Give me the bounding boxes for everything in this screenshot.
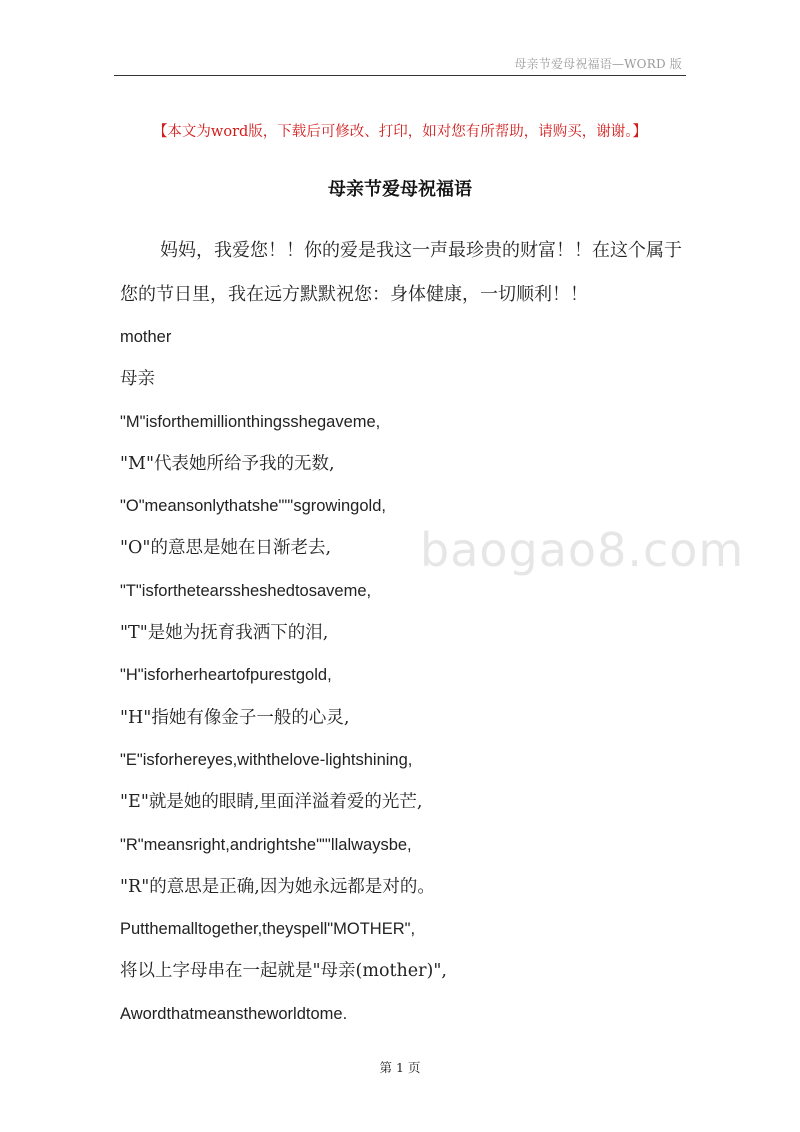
- header-divider: [114, 75, 686, 76]
- poem-line: "T"是她为抚育我洒下的泪,: [120, 623, 329, 644]
- page-number: 第 1 页: [379, 1060, 421, 1075]
- poem-line: 母亲: [120, 369, 155, 390]
- poem-line: 将以上字母串在一起就是"母亲(mother)",: [120, 961, 447, 982]
- running-header: 母亲节爱母祝福语—WORD 版: [514, 57, 682, 71]
- poem-line: "M"代表她所给予我的无数,: [120, 453, 335, 474]
- poem-lines: [120, 316, 447, 1035]
- poem-line: "H"指她有像金子一般的心灵,: [120, 707, 350, 728]
- poem-line: "H"isforherheartofpurestgold,: [120, 666, 332, 685]
- poem-line: mother: [120, 328, 172, 346]
- poem-line: Awordthatmeanstheworldtome.: [120, 1004, 348, 1023]
- document-title: 母亲节爱母祝福语: [328, 179, 472, 200]
- poem-line: "O"meansonlythatshe""'sgrowingold,: [120, 497, 386, 516]
- poem-line: "T"isforthetearssheshedtosaveme,: [120, 581, 372, 600]
- poem-line: "R"meansright,andrightshe""'llalwaysbe,: [120, 835, 412, 854]
- poem-line: Putthemalltogether,theyspell"MOTHER",: [120, 920, 416, 939]
- purchase-notice: 【本文为word版，下载后可修改、打印，如对您有所帮助，请购买，谢谢。】: [152, 124, 648, 140]
- poem-line: "E"就是她的眼睛,里面洋溢着爱的光芒,: [120, 792, 423, 813]
- poem-line: "O"的意思是她在日渐老去,: [120, 538, 332, 559]
- watermark: baogao8.com: [420, 523, 745, 577]
- poem-line: "E"isforhereyes,withthelove-lightshining,: [120, 750, 413, 769]
- poem-line: "R"的意思是正确,因为她永远都是对的。: [120, 876, 435, 897]
- intro-paragraph: 妈妈，我爱您！！你的爱是我这一声最珍贵的财富！！在这个属于您的节日里，我在远方默默祝您：身体健康，一切顺利！！: [120, 240, 682, 305]
- poem-line: "M"isforthemillionthingsshegaveme,: [120, 412, 381, 431]
